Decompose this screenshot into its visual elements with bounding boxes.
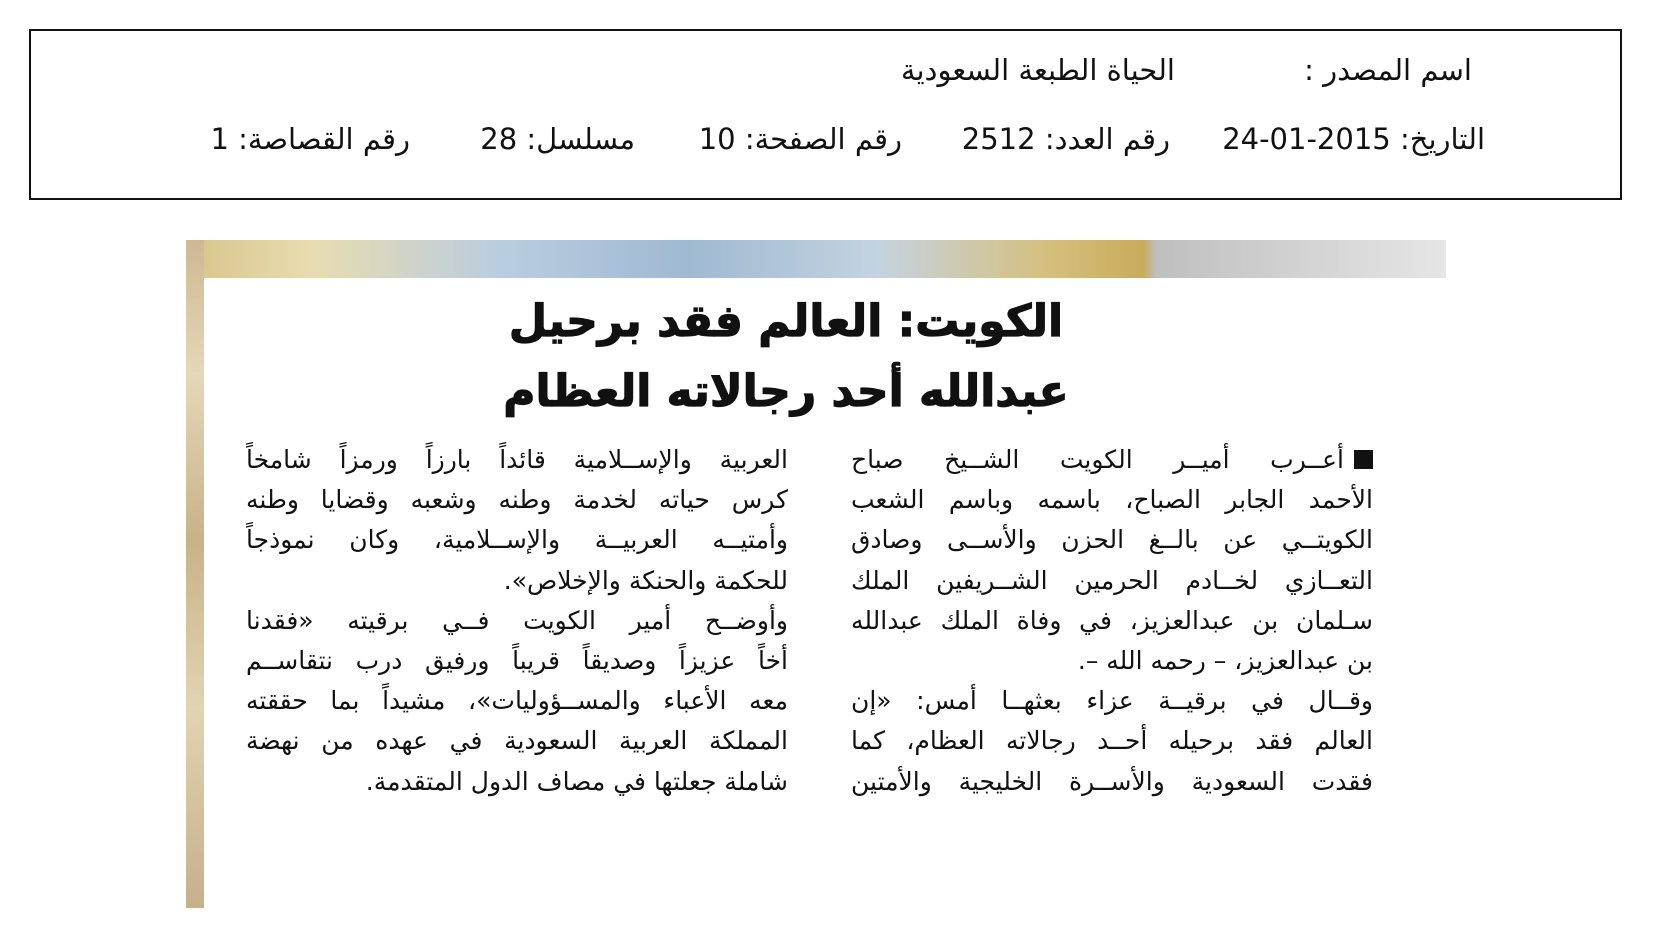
source-info-box (29, 29, 1622, 200)
source-label (1304, 53, 1472, 87)
date-value: 24-01-2015 (1222, 122, 1391, 156)
clip-number-field (210, 122, 410, 156)
paragraph-line: التعــازي لخــادم الحرمين الشــريفين الملك (851, 565, 1373, 595)
paragraph-line (851, 440, 1373, 480)
article-column-right (851, 440, 1373, 802)
paragraph-line: الأحمد الجابر الصباح، باسمه وباسم الشعب (851, 485, 1373, 515)
paragraph-line: العربية والإســلامية قائداً بارزاً ورمزاً شامخاً (246, 445, 788, 474)
issue-field (962, 122, 1170, 156)
clipping-photo-strip (186, 240, 1446, 278)
paragraph-text: أعــرب أميــر الكويت الشــيخ صباح (851, 445, 1344, 474)
paragraph-line: وقــال في برقيــة عزاء بعثهــا أمس: «إن (851, 686, 1373, 716)
date-label: التاريخ: (1399, 122, 1485, 156)
bullet-square-icon (1354, 450, 1373, 469)
source-value (901, 53, 1175, 87)
source-label-text: اسم المصدر : (1304, 53, 1472, 87)
paragraph-line: بن عبدالعزيز، – رحمه الله –. (1077, 646, 1373, 676)
paragraph-line: المملكة العربية السعودية في عهده من نهضة (246, 726, 788, 756)
paragraph-line: أخاً عزيزاً وصديقاً قريباً ورفيق درب نتقاســم (246, 646, 788, 676)
date-field (1222, 122, 1485, 156)
article-column-left (246, 440, 788, 802)
clipping-edge-strip (186, 240, 204, 908)
newspaper-clipping (186, 240, 1446, 908)
paragraph-line: فقدت السعودية والأســرة الخليجية والأمتين (851, 766, 1373, 796)
paragraph-line: سـلمان بن عبدالعزيز، في وفاة الملك عبدالله (851, 605, 1373, 635)
page-value: 10 (698, 122, 736, 156)
paragraph-line: وأمتيــه العربيــة والإســلامية، وكان نموذجاً (246, 525, 788, 555)
paragraph-line: معه الأعباء والمســؤوليات»، مشيداً بما حققته (246, 686, 788, 716)
headline-line-2: عبدالله أحد رجالاته العظام (503, 366, 1069, 417)
serial-value: 28 (480, 122, 518, 156)
serial-field (480, 122, 635, 156)
paragraph-line: وأوضــح أمير الكويت فــي برقيته «فقدنا (246, 605, 788, 635)
paragraph-line: للحكمة والحنكة والإخلاص». (503, 565, 788, 595)
clip-number-value: 1 (210, 122, 229, 156)
headline-line-1: الكويت: العالم فقد برحيل (508, 296, 1064, 347)
paragraph-line: شاملة جعلتها في مصاف الدول المتقدمة. (365, 766, 788, 796)
clip-number-label: رقم القصاصة: (238, 122, 410, 156)
page-field (699, 122, 902, 156)
paragraph-line: كرس حياته لخدمة وطنه وشعبه وقضايا وطنه (246, 485, 788, 515)
serial-label: مسلسل: (526, 122, 635, 156)
paragraph-line: الكويتــي عن بالــغ الحزن والأســى وصادق (851, 525, 1373, 555)
page-label: رقم الصفحة: (744, 122, 902, 156)
issue-value: 2512 (961, 122, 1036, 156)
issue-label: رقم العدد: (1044, 122, 1170, 156)
source-value-text: الحياة الطبعة السعودية (900, 53, 1175, 87)
paragraph-line: العالم فقد برحيله أحــد رجالاته العظام، كما (851, 726, 1373, 756)
